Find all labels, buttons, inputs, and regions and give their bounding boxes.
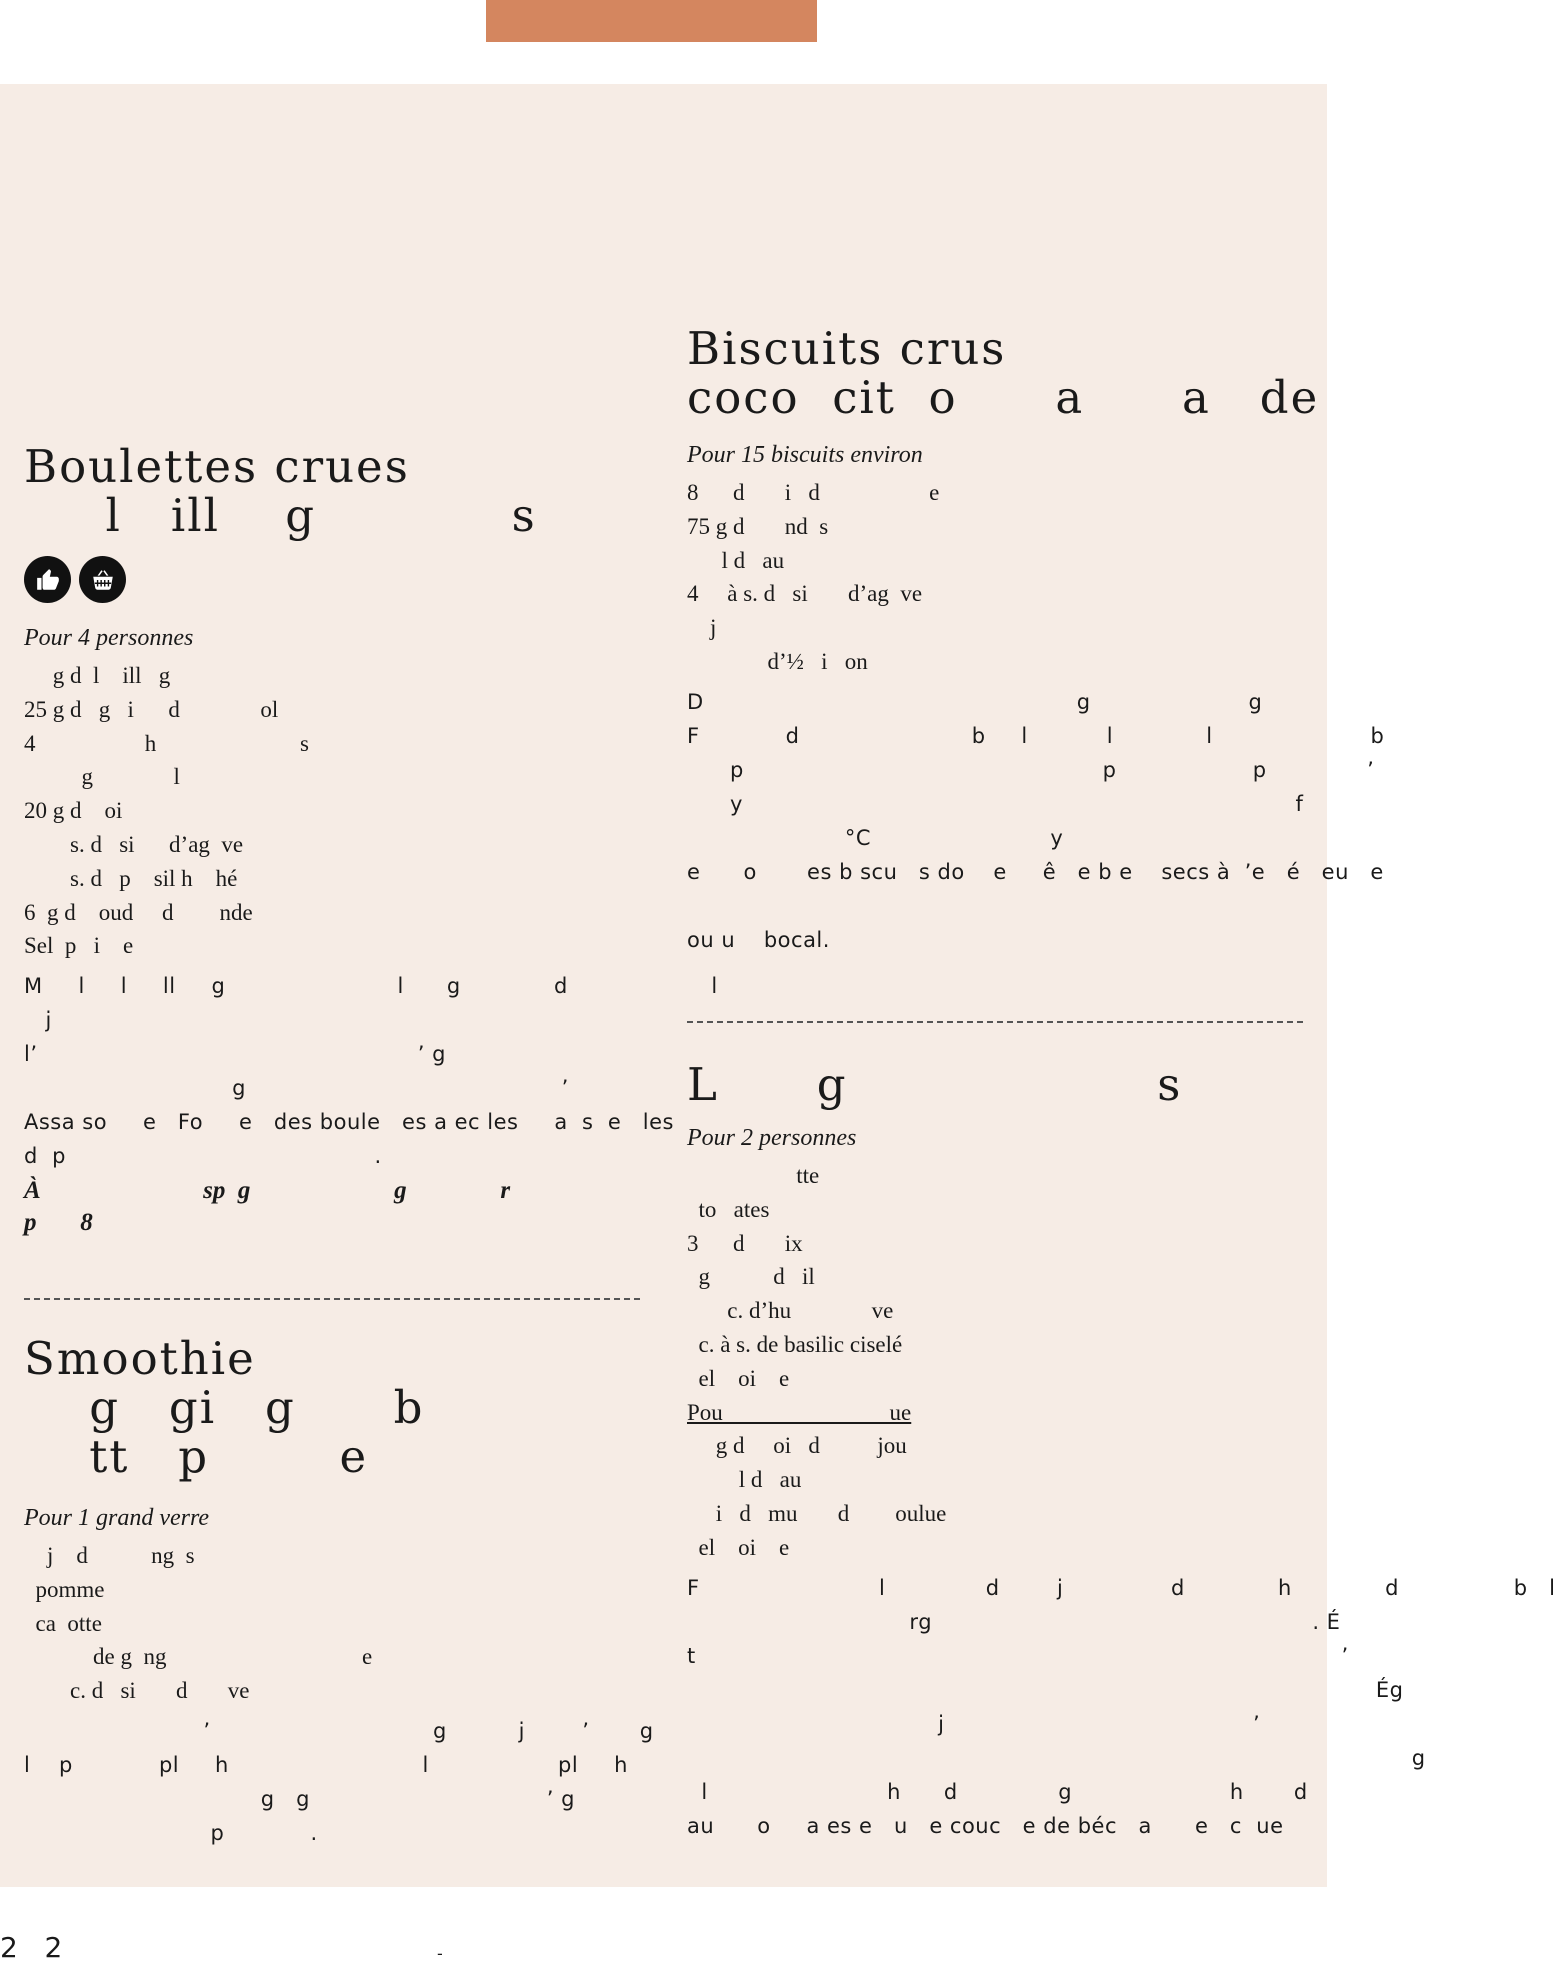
method-line: j ’ [687, 1711, 1261, 1736]
ingredient-item: to ates [687, 1196, 770, 1222]
ingredient-item: g d il [687, 1264, 815, 1290]
ingredient-item: 20 g d oi [24, 798, 123, 824]
ingredient-list [687, 476, 1303, 679]
method-line: F l d j d h d b l [687, 1575, 1555, 1600]
method-line: F d b l l l b [687, 723, 1385, 748]
method-line: rg . É [687, 1609, 1341, 1634]
ingredient-item: g d oi d jou [687, 1433, 907, 1459]
recipe-method [24, 1714, 654, 1850]
tip-line: À sp g g r [24, 1177, 511, 1205]
recipe-title: Smoothie g gi g b tt p e [24, 1332, 425, 1483]
recipe-method [687, 1571, 1555, 1843]
ingredient-list [24, 659, 640, 963]
ingredient-list [24, 1539, 640, 1708]
recipe-title: L g s [687, 1058, 1183, 1111]
ingredient-item: el oi e [687, 1365, 790, 1391]
method-line: Ég [687, 1677, 1404, 1702]
method-line: y f [687, 791, 1304, 816]
page-number: 2 2 [0, 1931, 63, 1964]
ingredient-item: 3 d ix [687, 1230, 803, 1256]
method-line [687, 889, 1303, 923]
ingredient-item: de g ng e [24, 1644, 373, 1670]
ingredient-item: c. d’hu ve [687, 1298, 894, 1324]
ingredient-item: g d l ill g [24, 663, 171, 688]
method-line: d p . [24, 1144, 382, 1169]
recipe-biscuits [687, 322, 1385, 957]
ingredient-item: s. d si d’ag ve [24, 831, 244, 857]
ingredient-item: ca otte [24, 1610, 102, 1636]
recipe-servings: Pour 2 personnes [687, 1125, 857, 1151]
recipe-badges [24, 556, 640, 603]
method-line: p . [24, 1820, 318, 1845]
ingredient-item: c. d si d ve [24, 1678, 250, 1704]
recipe-title: Boulettes crues l ill g s [24, 440, 537, 542]
ingredient-item: s. d p sil h hé [24, 865, 238, 891]
recipe-method [24, 969, 718, 1173]
recipe-servings: Pour 4 personnes [24, 625, 194, 651]
tip-line: p 8 [24, 1209, 93, 1237]
method-line: g ’ [24, 1076, 569, 1101]
recipe-servings: Pour 15 biscuits environ [687, 442, 923, 468]
method-line: p p p ’ [687, 757, 1375, 782]
ingredient-item: Sel p i e [24, 933, 134, 959]
ingredient-item: pomme [24, 1576, 105, 1602]
ingredient-item: l d au [687, 1467, 802, 1493]
ingredient-item: i d mu d oulue [687, 1500, 947, 1526]
method-line: au o a es e u e couc e de béc a e c ue [687, 1813, 1284, 1838]
recipe-method [687, 685, 1385, 957]
method-line: l p pl h l pl h [24, 1752, 628, 1777]
method-line: l’ ’ g [24, 1042, 446, 1067]
recipe-panel [0, 84, 1555, 1887]
header-tab [486, 0, 817, 42]
method-line: M l l ll g l g d l [24, 974, 718, 999]
ingredient-item: 4 h s [24, 730, 309, 756]
ingredient-item: 4 à s. d si d’ag ve [687, 581, 923, 607]
method-line: ’ g j ’ g [24, 1718, 654, 1743]
footer-dash: - [437, 1944, 443, 1963]
method-line: j [24, 1008, 52, 1033]
ingredient-item: d’½ i on [687, 648, 868, 674]
basket-icon [79, 556, 126, 603]
sauce-heading: Pou ue [687, 1399, 912, 1425]
method-line: D g g [687, 689, 1263, 714]
method-line: g [687, 1745, 1426, 1770]
recipe-smoothie [24, 1332, 654, 1850]
ingredient-item: c. à s. de basilic ciselé [687, 1331, 903, 1357]
ingredient-item: 25 g d g i d ol [24, 696, 279, 722]
thumbs-up-icon [24, 556, 71, 603]
method-line: e o es b scu s do e ê e b e secs à ’e é eu e [687, 859, 1384, 884]
ingredient-item: 75 g d nd s [687, 513, 829, 539]
recipe-servings: Pour 1 grand verre [24, 1505, 210, 1531]
method-line: g g ’ g [24, 1786, 575, 1811]
ingredient-item: j d ng s [24, 1543, 195, 1568]
ingredient-item: g l [24, 764, 180, 790]
method-line: t ’ [687, 1643, 1349, 1668]
recipe-title: Biscuits crus coco cit o a a de [687, 322, 1320, 424]
method-line: ou u bocal. [687, 927, 830, 952]
method-line: l h d g h d [687, 1779, 1308, 1804]
recipe-legumes [687, 1058, 1555, 1843]
ingredient-item: l d au [687, 547, 785, 573]
ingredient-item: tte [687, 1163, 820, 1188]
ingredient-item: 8 d i d e [687, 480, 940, 505]
section-divider [687, 1021, 1303, 1023]
recipe-tip [24, 1175, 640, 1239]
ingredient-item: j [687, 615, 717, 641]
recipe-boulettes [24, 440, 718, 1239]
ingredient-item: el oi e [687, 1534, 790, 1560]
method-line: °C y [687, 825, 1064, 850]
ingredient-list [687, 1159, 1303, 1565]
section-divider [24, 1298, 640, 1300]
ingredient-item: 6 g d oud d nde [24, 899, 253, 925]
method-line: Assa so e Fo e des boule es a ec les a s e les [24, 1110, 674, 1135]
